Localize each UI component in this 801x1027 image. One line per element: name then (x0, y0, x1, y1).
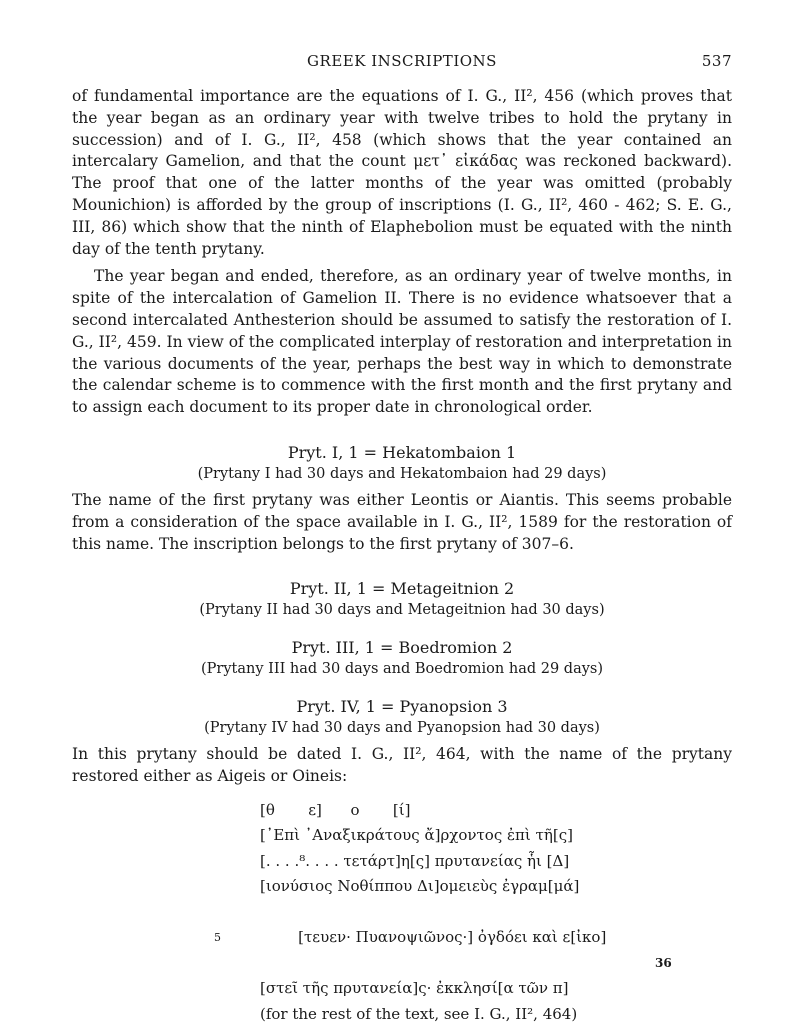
section-subheading-pryt-3: (Prytany III had 30 days and Boedromion had 29 days) (200, 661, 604, 678)
inscription-block (214, 798, 732, 1027)
signature-mark: 36 (655, 956, 672, 970)
paragraph-2: The year began and ended, therefore, as an ordinary year of twelve months, in spite of the intercalation of Gamelion II. There is no evidence whatsoever that a second intercalated Anthesterion should be assumed to satisfy the restoration of I. G., II², 459. In view of the complicated interplay of restoration and interpretation in the various documents of the year, perhaps the best way in which to demonstrate the calendar scheme is to commence with the first month and the first prytany and to assign each document to its proper date in chronological order. (72, 267, 732, 417)
section-heading-pryt-3: Pryt. III, 1 = Boedromion 2 (291, 638, 513, 658)
page-body (72, 86, 732, 1027)
inscription-line: [ιονύσιος Νοθίππου Δι]ομειεὺς ἐγραμ[μά] (260, 877, 580, 896)
running-header (72, 52, 732, 76)
section-heading-pryt-2: Pryt. II, 1 = Metageitnion 2 (289, 579, 515, 599)
page-number: 537 (701, 52, 732, 70)
inscription-line-text: [τευεν· Πυανοψιῶνος·] ὀγδόει καὶ ε[ἰκο] (298, 928, 607, 947)
inscription-note: (for the rest of the text, see I. G., II², 464) (260, 1004, 578, 1023)
inscription-line: [᾽Επὶ ᾽Αναξικράτους ἄ]ρχοντος ἐπὶ τῆ[ς] (260, 826, 573, 845)
section-4-text: In this prytany should be dated I. G., II², 464, with the name of the prytany restored either as Aigeis or Oineis: (72, 745, 732, 786)
section-heading-pryt-1: Pryt. I, 1 = Hekatombaion 1 (287, 442, 517, 462)
running-title: GREEK INSCRIPTIONS (307, 52, 497, 70)
section-subheading-pryt-1: (Prytany I had 30 days and Hekatombaion had 29 days) (197, 465, 607, 482)
inscription-line-number: 5 (214, 931, 221, 945)
section-subheading-pryt-4: (Prytany IV had 30 days and Pyanopsion had 30 days) (204, 720, 600, 737)
section-heading-pryt-4: Pryt. IV, 1 = Pyanopsion 3 (296, 697, 508, 717)
inscription-line: [στεῖ τῆς πρυτανεία]ς· ἐκκλησί[α τῶν π] (260, 979, 569, 998)
section-subheading-pryt-2: (Prytany II had 30 days and Metageitnion had 30 days) (199, 602, 605, 619)
inscription-line: [. . . .⁸. . . . τετάρτ]η[ς] πρυτανείας ἧι [Δ] (260, 851, 570, 870)
section-1-text: The name of the first prytany was either Leontis or Aiantis. This seems probable from a consideration of the space available in I. G., II², 1589 for the restoration of this name. The inscription belongs to the first prytany of 307–6. (72, 490, 732, 553)
paragraph-1: of fundamental importance are the equations of I. G., II², 456 (which proves that the year began as an ordinary year with twelve tribes to hold the prytany in succession) and of I. G., II², 458 (which shows that the year contained an intercalary Gamelion, and that the count μετ᾽ εἰκάδας was reckoned backward). The proof that one of the latter months of the year was omitted (probably Mounichion) is afforded by the group of inscriptions (I. G., II², 460 - 462; S. E. G., III, 86) which show that the ninth of Elaphebolion must be equated with the ninth day of the tenth prytany. (72, 87, 732, 258)
inscription-line: [θ ε] ο [ί] (260, 800, 411, 819)
